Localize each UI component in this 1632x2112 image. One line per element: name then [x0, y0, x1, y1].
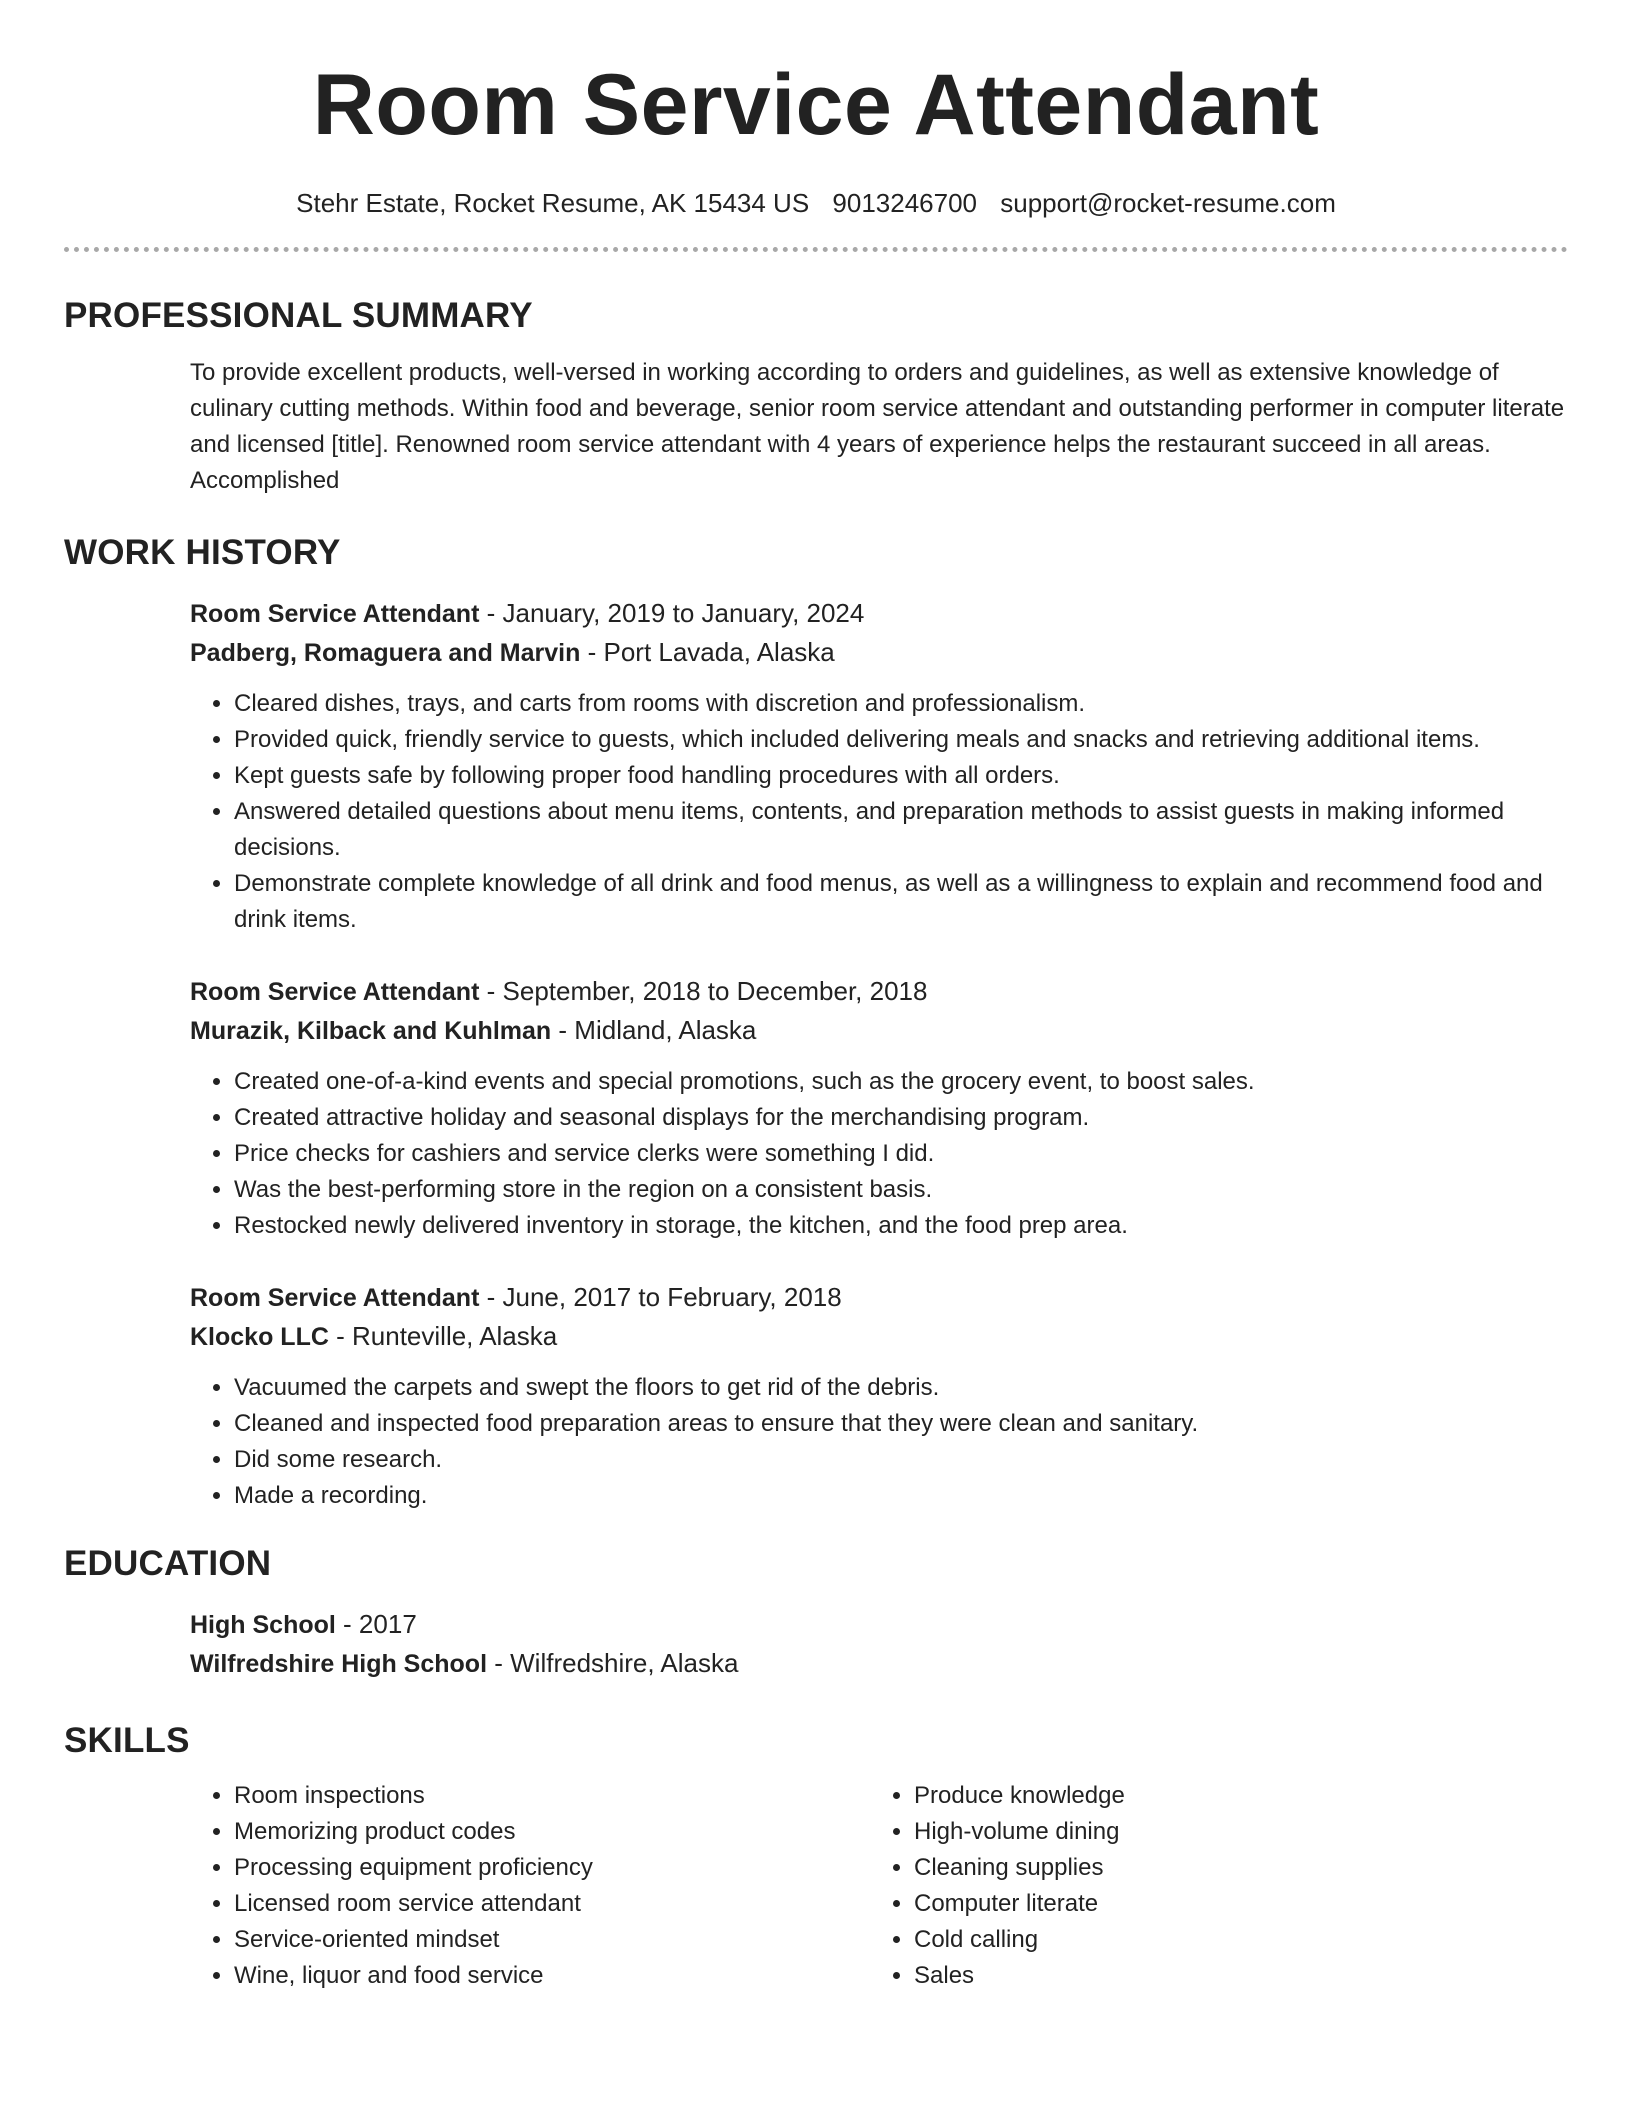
section-title-work-history: WORK HISTORY — [64, 533, 341, 572]
job-title-line — [190, 972, 1568, 1011]
job-duty: • Provided quick, friendly service to guests, which included delivering meals and snacks and retrieving additional items. — [234, 722, 1568, 758]
job-duty: • Answered detailed questions about menu items, contents, and preparation methods to assist guests in making informed decisions. — [234, 794, 1568, 866]
skill-item: • Processing equipment proficiency — [234, 1850, 870, 1886]
education-degree-line — [190, 1605, 1568, 1644]
skill-item: • Wine, liquor and food service — [234, 1958, 870, 1994]
education-school-line — [190, 1644, 1568, 1683]
contact-line — [64, 188, 1568, 219]
job-entry — [190, 1278, 1568, 1514]
header-divider — [64, 247, 1568, 252]
job-duty: • Created one-of-a-kind events and special promotions, such as the grocery event, to boost sales. — [234, 1064, 1568, 1100]
job-duty: • Made a recording. — [234, 1478, 1568, 1514]
education-location: - Wilfredshire, Alaska — [487, 1648, 739, 1678]
job-location: - Runteville, Alaska — [328, 1321, 558, 1351]
job-duty: • Demonstrate complete knowledge of all drink and food menus, as well as a willingness to explain and recommend food and drink items. — [234, 866, 1568, 938]
work-history-section — [64, 535, 1568, 1514]
section-title-summary: PROFESSIONAL SUMMARY — [64, 296, 533, 335]
job-duty: • Created attractive holiday and seasonal displays for the merchandising program. — [234, 1100, 1568, 1136]
skill-item: • Produce knowledge — [914, 1778, 1550, 1814]
job-duty: • Cleared dishes, trays, and carts from rooms with discretion and professionalism. — [234, 686, 1568, 722]
job-duty: • Restocked newly delivered inventory in storage, the kitchen, and the food prep area. — [234, 1208, 1568, 1244]
job-company: Klocko LLC — [190, 1323, 329, 1351]
education-section — [64, 1546, 1568, 1683]
candidate-name: Room Service Attendant — [312, 57, 1320, 153]
education-year: - 2017 — [335, 1609, 417, 1639]
job-duties — [190, 1064, 1568, 1244]
summary-text: To provide excellent products, well-versed in working according to orders and guidelines, as well as extensive knowledge of culinary cutting methods. Within food and beverage, senior room service attendant and outstanding performer in computer literate and licensed [title]. Renowned room service attendant with 4 years of experience helps the restaurant succeed in all areas. Accomplished — [190, 359, 1565, 494]
education-school: Wilfredshire High School — [190, 1650, 488, 1678]
skills-column-right — [870, 1778, 1550, 1994]
job-duties — [190, 1370, 1568, 1514]
job-title-line — [190, 594, 1568, 633]
skill-item: • Cold calling — [914, 1922, 1550, 1958]
job-company-line — [190, 633, 1568, 672]
skill-item: • Memorizing product codes — [234, 1814, 870, 1850]
summary-section — [64, 298, 1568, 499]
skills-column-left — [190, 1778, 870, 1994]
contact-phone: 9013246700 — [832, 188, 978, 218]
job-company-line — [190, 1317, 1568, 1356]
contact-email: support@rocket-resume.com — [1000, 188, 1336, 218]
skill-item: • Service-oriented mindset — [234, 1922, 870, 1958]
job-duty: • Cleaned and inspected food preparation areas to ensure that they were clean and sanitary. — [234, 1406, 1568, 1442]
skill-item: • Room inspections — [234, 1778, 870, 1814]
section-title-skills: SKILLS — [64, 1721, 190, 1760]
job-location: - Port Lavada, Alaska — [580, 637, 835, 667]
job-duty: • Did some research. — [234, 1442, 1568, 1478]
skill-item: • High-volume dining — [914, 1814, 1550, 1850]
job-duty: • Price checks for cashiers and service clerks were something I did. — [234, 1136, 1568, 1172]
job-duties — [190, 686, 1568, 938]
contact-address: Stehr Estate, Rocket Resume, AK 15434 US — [296, 188, 810, 218]
job-entry — [190, 594, 1568, 938]
job-location: - Midland, Alaska — [551, 1015, 757, 1045]
job-company: Padberg, Romaguera and Marvin — [190, 639, 581, 667]
job-entry — [190, 972, 1568, 1244]
education-degree: High School — [190, 1611, 336, 1639]
job-title-line — [190, 1278, 1568, 1317]
skills-columns — [190, 1778, 1568, 1994]
section-title-education: EDUCATION — [64, 1544, 272, 1583]
job-dates: - January, 2019 to January, 2024 — [479, 598, 865, 628]
skill-item: • Licensed room service attendant — [234, 1886, 870, 1922]
skill-item: • Sales — [914, 1958, 1550, 1994]
skill-item: • Cleaning supplies — [914, 1850, 1550, 1886]
skills-section — [64, 1723, 1568, 1994]
job-role: Room Service Attendant — [190, 1284, 480, 1312]
job-dates: - September, 2018 to December, 2018 — [479, 976, 928, 1006]
skill-item: • Computer literate — [914, 1886, 1550, 1922]
job-company: Murazik, Kilback and Kuhlman — [190, 1017, 552, 1045]
job-role: Room Service Attendant — [190, 978, 480, 1006]
job-duty: • Kept guests safe by following proper food handling procedures with all orders. — [234, 758, 1568, 794]
job-role: Room Service Attendant — [190, 600, 480, 628]
job-dates: - June, 2017 to February, 2018 — [479, 1282, 842, 1312]
job-company-line — [190, 1011, 1568, 1050]
job-duty: • Was the best-performing store in the region on a consistent basis. — [234, 1172, 1568, 1208]
job-duty: • Vacuumed the carpets and swept the floors to get rid of the debris. — [234, 1370, 1568, 1406]
